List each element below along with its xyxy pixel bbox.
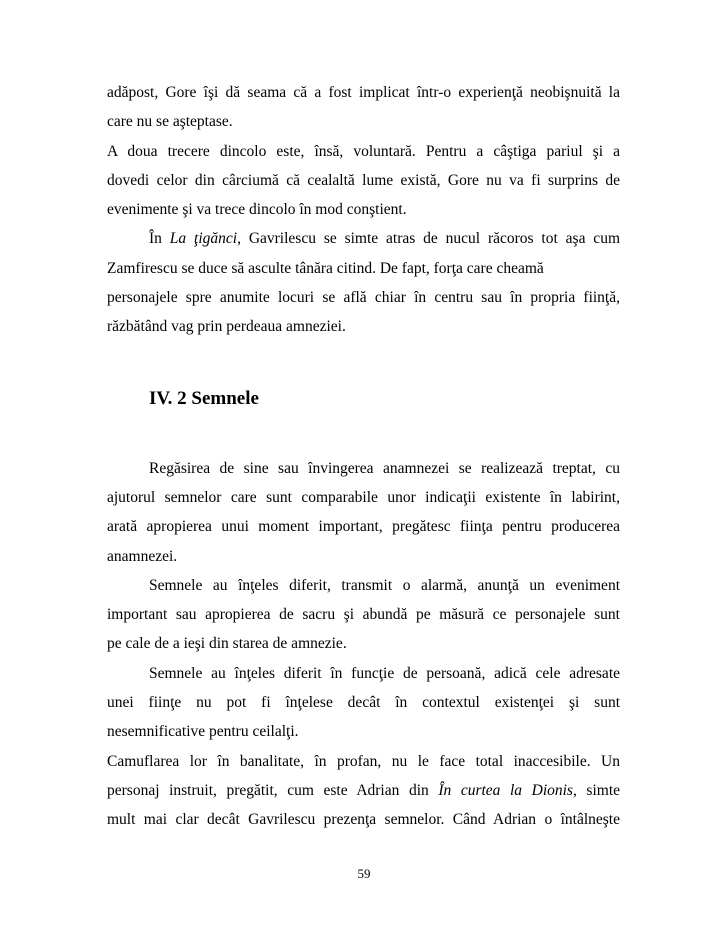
text-line: răzbătând vag prin perdeaua amneziei. (107, 318, 346, 336)
text-line: mult mai clar decât Gavrilescu prezenţa semnelor. Când Adrian o întâlneşte (107, 811, 620, 829)
text-line: Zamfirescu se duce să asculte tânăra citind. De fapt, forţa care cheamă (107, 259, 544, 277)
text-line: care nu se aşteptase. (107, 113, 233, 131)
text-fragment: , Gavrilescu se simte atras de nucul răcoros tot aşa cum (237, 230, 620, 248)
text-line: important sau apropierea de sacru şi abundă pe măsură ce personajele sunt (107, 606, 620, 624)
text-line: evenimente şi va trece dincolo în mod conştient. (107, 201, 407, 219)
italic-title: La ţigănci (169, 230, 238, 248)
italic-title: În curtea la Dionis (438, 781, 573, 799)
spacer (107, 342, 620, 384)
text-fragment: , simte (572, 781, 620, 799)
text-line: dovedi celor din cârciumă că cealaltă lume există, Gore nu va fi surprins de (107, 171, 620, 189)
text-line: nesemnificative pentru ceilalţi. (107, 723, 299, 741)
text-line: arată apropierea unui moment important, pregătesc fiinţa pentru producerea (107, 518, 620, 536)
text-line: unei fiinţe nu pot fi înţelese decât în contextul existenţei şi sunt (107, 694, 620, 712)
text-line: pe cale de a ieşi din starea de amnezie. (107, 635, 347, 653)
section-heading: IV. 2 Semnele (149, 387, 259, 409)
document-body (107, 78, 620, 835)
text-line: anamnezei. (107, 547, 178, 565)
text-line: Semnele au înţeles diferit, transmit o alarmă, anunţă un eveniment (149, 576, 620, 594)
text-line (107, 224, 620, 253)
text-line (107, 776, 620, 805)
text-line: adăpost, Gore îşi dă seama că a fost implicat într-o experienţă neobişnuită la (107, 84, 620, 101)
text-line: personajele spre anumite locuri se află chiar în centru sau în propria fiinţă, (107, 289, 620, 307)
text-fragment: În (149, 230, 170, 248)
text-line: Camuflarea lor în banalitate, în profan, nu le face total inaccesibile. Un (107, 752, 620, 770)
text-line: A doua trecere dincolo este, însă, voluntară. Pentru a câştiga pariul şi a (107, 142, 620, 160)
text-line: ajutorul semnelor care sunt comparabile unor indicaţii existente în labirint, (107, 488, 620, 506)
page-number: 59 (357, 866, 371, 881)
spacer (107, 414, 620, 454)
text-fragment: personaj instruit, pregătit, cum este Adrian din (107, 781, 439, 799)
text-line: Regăsirea de sine sau învingerea anamnezei se realizează treptat, cu (149, 459, 620, 477)
text-line: Semnele au înţeles diferit în funcţie de persoană, adică cele adresate (149, 664, 620, 682)
